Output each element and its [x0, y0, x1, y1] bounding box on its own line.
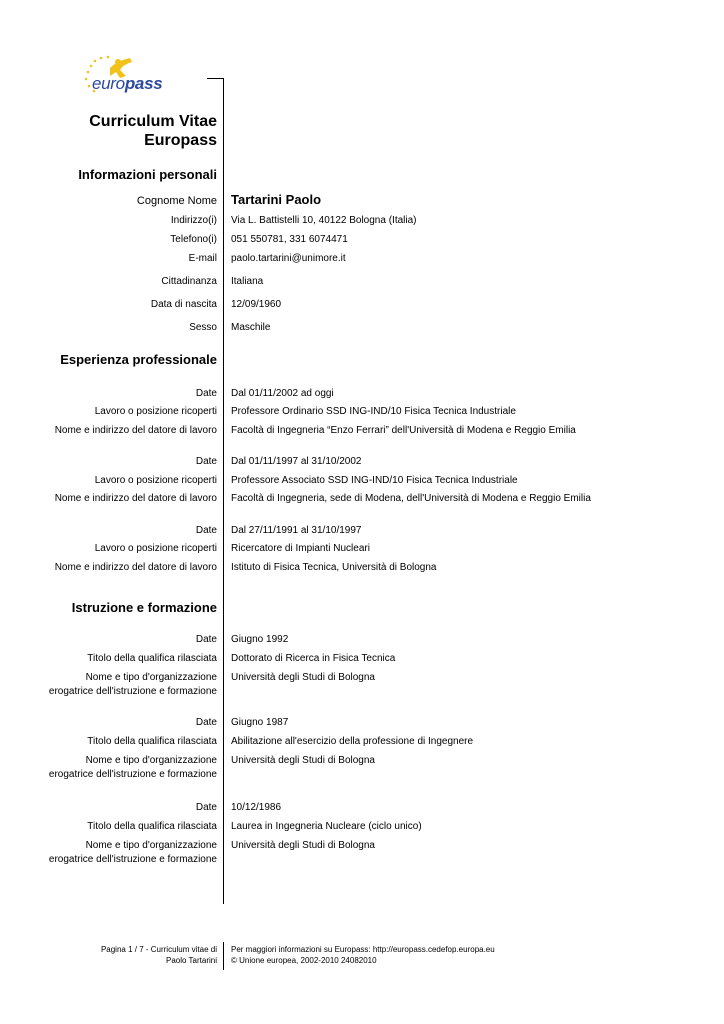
section-heading-personal: Informazioni personali — [78, 167, 217, 182]
edu-title-label: Titolo della qualifica rilasciata — [87, 736, 217, 747]
value-birthdate: 12/09/1960 — [231, 299, 282, 310]
footer-page-info — [101, 944, 217, 966]
header-rule — [207, 78, 224, 79]
value-name: Tartarini Paolo — [231, 192, 322, 207]
label-address: Indirizzo(i) — [170, 215, 217, 226]
edu-title-value: Dottorato di Ricerca in Fisica Tecnica — [231, 653, 396, 664]
value-sex: Maschile — [231, 322, 271, 333]
exp-role-value: Ricercatore di Impianti Nucleari — [231, 543, 370, 554]
exp-role-label: Lavoro o posizione ricoperti — [94, 543, 217, 554]
exp-role-value: Professore Associato SSD ING-IND/10 Fisica Tecnica Industriale — [231, 475, 518, 486]
footer-divider — [223, 942, 224, 970]
footer-info-link[interactable]: Per maggiori informazioni su Europass: http://europass.cedefop.europa.eu — [231, 945, 495, 954]
edu-org-value: Università degli Studi di Bologna — [231, 755, 375, 766]
edu-org-label-cont: erogatrice dell'istruzione e formazione — [48, 854, 217, 865]
label-name: Cognome Nome — [136, 195, 217, 207]
label-birthdate: Data di nascita — [150, 299, 217, 310]
exp-role-value: Professore Ordinario SSD ING-IND/10 Fisica Tecnica Industriale — [231, 406, 516, 417]
edu-date-value: 10/12/1986 — [231, 802, 282, 813]
value-address: Via L. Battistelli 10, 40122 Bologna (Italia) — [231, 215, 417, 226]
edu-org-label: Nome e tipo d'organizzazione — [85, 755, 217, 766]
edu-org-label-cont: erogatrice dell'istruzione e formazione — [48, 686, 217, 697]
edu-org-value: Università degli Studi di Bologna — [231, 840, 375, 851]
europass-logo — [80, 50, 170, 100]
edu-date-label: Date — [195, 634, 217, 645]
exp-employer-label: Nome e indirizzo del datore di lavoro — [54, 493, 217, 504]
value-phone: 051 550781, 331 6074471 — [231, 234, 348, 245]
exp-employer-value: Facoltà di Ingegneria, sede di Modena, dell'Università di Modena e Reggio Emilia — [231, 493, 591, 504]
section-heading-experience: Esperienza professionale — [60, 352, 217, 367]
europass-wordmark: europass — [92, 74, 163, 93]
edu-title-value: Laurea in Ingegneria Nucleare (ciclo unico) — [231, 821, 422, 832]
exp-date-label: Date — [195, 525, 217, 536]
exp-employer-label: Nome e indirizzo del datore di lavoro — [54, 425, 217, 436]
label-phone: Telefono(i) — [170, 234, 217, 245]
edu-date-value: Giugno 1987 — [231, 717, 289, 728]
edu-date-label: Date — [195, 802, 217, 813]
cv-title-line1: Curriculum Vitae — [89, 113, 217, 130]
edu-org-value: Università degli Studi di Bologna — [231, 672, 375, 683]
label-email: E-mail — [188, 253, 217, 264]
exp-role-label: Lavoro o posizione ricoperti — [94, 475, 217, 486]
edu-date-value: Giugno 1992 — [231, 634, 289, 645]
edu-org-label-cont: erogatrice dell'istruzione e formazione — [48, 769, 217, 780]
column-divider — [223, 78, 224, 904]
value-email[interactable]: paolo.tartarini@unimore.it — [231, 253, 346, 264]
exp-employer-value: Facoltà di Ingegneria “Enzo Ferrari” dell'Università di Modena e Reggio Emilia — [231, 425, 576, 436]
footer-copyright: © Unione europea, 2002-2010 24082010 — [231, 956, 377, 965]
exp-date-value: Dal 01/11/2002 ad oggi — [231, 388, 334, 399]
label-sex: Sesso — [189, 322, 217, 333]
edu-date-label: Date — [195, 717, 217, 728]
footer-europass-info — [231, 944, 495, 966]
edu-title-label: Titolo della qualifica rilasciata — [87, 653, 217, 664]
edu-org-label: Nome e tipo d'organizzazione — [85, 840, 217, 851]
label-citizenship: Cittadinanza — [161, 276, 217, 287]
edu-org-label: Nome e tipo d'organizzazione — [85, 672, 217, 683]
exp-date-value: Dal 27/11/1991 al 31/10/1997 — [231, 525, 362, 536]
footer-page-line2: Paolo Tartarini — [166, 956, 217, 965]
edu-title-value: Abilitazione all'esercizio della professione di Ingegnere — [231, 736, 474, 747]
section-heading-education: Istruzione e formazione — [71, 600, 217, 615]
exp-employer-label: Nome e indirizzo del datore di lavoro — [54, 562, 217, 573]
value-citizenship: Italiana — [231, 276, 264, 287]
exp-date-value: Dal 01/11/1997 al 31/10/2002 — [231, 456, 362, 467]
edu-title-label: Titolo della qualifica rilasciata — [87, 821, 217, 832]
exp-role-label: Lavoro o posizione ricoperti — [94, 406, 217, 417]
exp-date-label: Date — [195, 388, 217, 399]
exp-date-label: Date — [195, 456, 217, 467]
exp-employer-value: Istituto di Fisica Tecnica, Università di Bologna — [231, 562, 437, 573]
cv-title-line2: Europass — [144, 132, 217, 149]
footer-page-line1: Pagina 1 / 7 - Curriculum vitae di — [100, 945, 217, 954]
